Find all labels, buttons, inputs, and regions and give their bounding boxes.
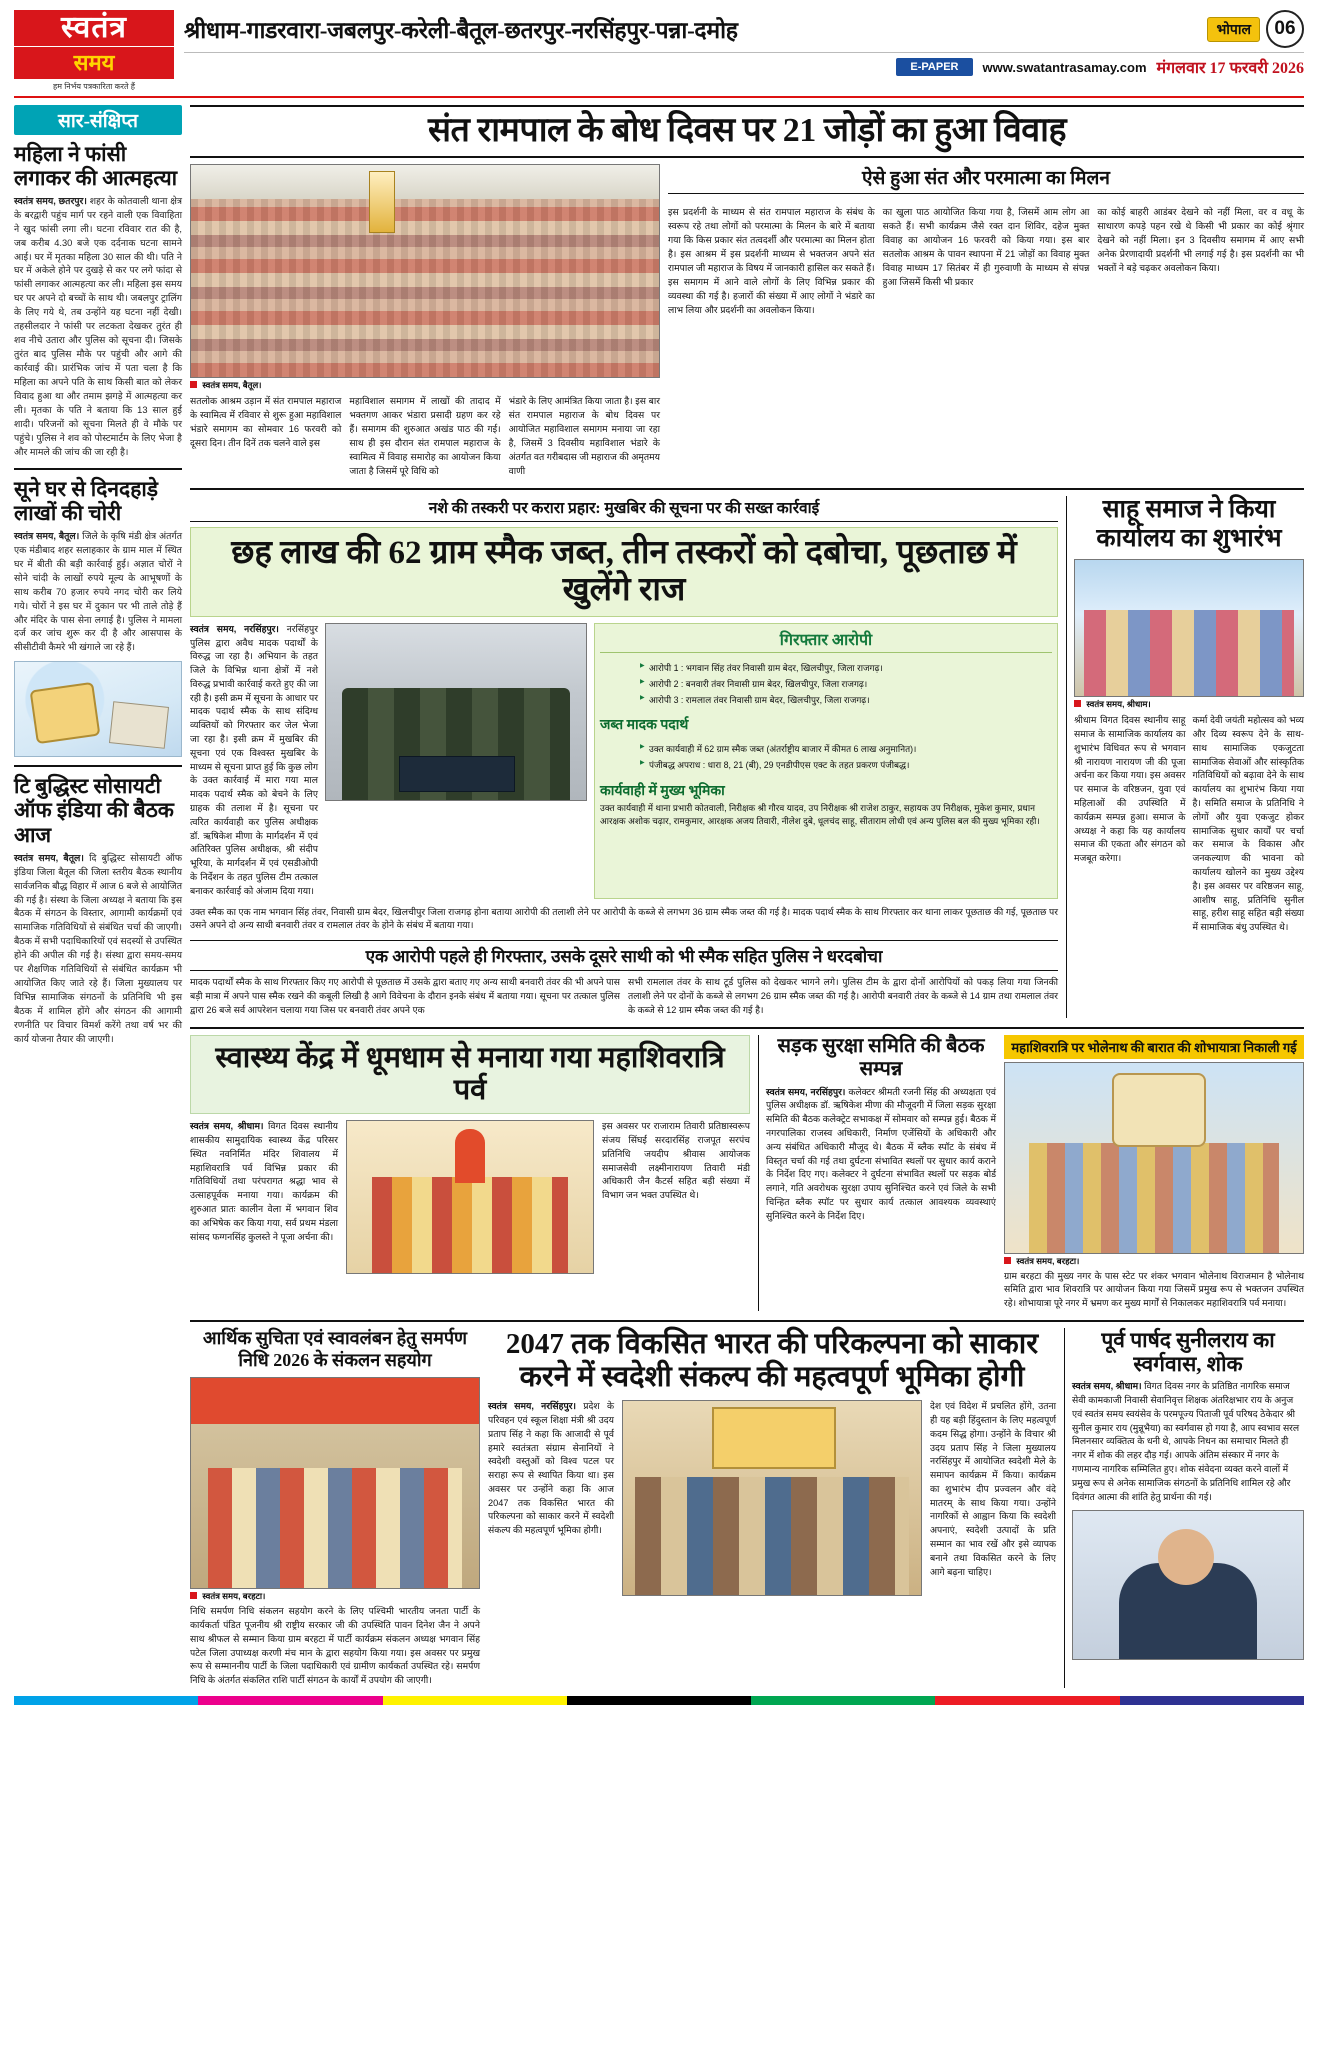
- logo-tagline: हम निर्भय पत्रकारिता करते हैं: [52, 81, 136, 91]
- lead-photo-caption: [190, 380, 660, 391]
- viksit-row: [488, 1400, 1056, 1596]
- samarpan-nidhi-story: [190, 1328, 480, 1688]
- sahu-photo-caption: [1074, 699, 1304, 710]
- smack-low-row: [190, 976, 1058, 1017]
- epaper-button[interactable]: E-PAPER: [896, 58, 972, 76]
- band-3: [190, 1027, 1304, 1311]
- viksit-bharat-story: [488, 1328, 1056, 1688]
- samarpan-headline: आर्थिक सुचिता एवं स्वावलंबन हेतु समर्पण निधि 2026 के संकलन सहयोग: [202, 1328, 468, 1370]
- smack-col-1: [190, 623, 318, 899]
- print-color-bar: [14, 1696, 1304, 1705]
- smack-photo-image: [326, 624, 586, 800]
- viksit-col-2: देश एवं विदेश में प्रचलित होंगे, उतना ही यह बड़ी हिंदुस्तान के लिए महत्वपूर्ण कदम सिद्ध होगा। उन्होंने के विचार श्री उदय प्रताप सिंह ने जिला मुख्यालय नरसिंहपुर में आयोजित स्वदेशी मेले के समापन कार्यक्रम में किया। कार्यक्रम का शुभारंभ दीप प्रज्वलन और वंदे मातरम् के साथ किया गया। उन्होंने नागरिकों से आह्वान किया कि स्वदेशी अपनाएं, स्वदेशी उत्पादों के प्रति सम्मान का भाव रखें और इसे व्यापक बनाने तथा विकसित करने के लिए आगे बढ़ना चाहिए।: [930, 1401, 1056, 1577]
- shivratri-row: [190, 1120, 750, 1274]
- obituary-body: [1072, 1380, 1304, 1504]
- baraat-strip-headline: महाशिवरात्रि पर भोलेनाथ की बारात की शोभायात्रा निकाली गई: [1004, 1035, 1304, 1059]
- masthead: [14, 10, 1304, 98]
- sidebar-dateline-3: स्वतंत्र समय, बैतूल।: [14, 852, 84, 863]
- color-swatch-black: [567, 1696, 751, 1705]
- band-4: [190, 1320, 1304, 1688]
- seizure-list-item: ▶ उक्त कार्यवाही में 62 ग्राम स्मैक जब्त (अंतर्राष्ट्रीय बाजार में कीमत 6 लाख अनुमानित)।: [640, 743, 1052, 756]
- smack-sub-headline: एक आरोपी पहले ही गिरफ्तार, उसके दूसरे साथी को भी स्मैक सहित पुलिस ने धरदबोचा: [190, 940, 1058, 971]
- bullet-square-icon: [190, 381, 197, 388]
- obituary-text: विगत दिवस नगर के प्रतिष्ठित नागरिक समाज सेवी कामकाजी निवासी सेवानिवृत्त शिक्षक अंतरिक्षभार राय के अनुज एवं स्वतंत्र समय स्वयंसेव के परमपूज्य पिताजी पूर्व परिषद ठेकेदार श्री सुनील कुमार राय (मुन्नूभैया) का स्वर्गवास हो गया है, आप स्वभाव सरल मिलनसार व्यक्तित्व के धनी थे, आपके निधन का समाचार मिलते ही नगर में शोक की लहर दौड़ गई। आपके अंतिम संस्कार में नगर के गणमान्य नागरिक सम्मिलित हुए। शोक संवेदना व्यक्त करने वालों में प्रमुख रूप से अनेक सामाजिक संगठनों के प्रतिनिधि शामिल रहे और दिवंगत आत्मा की शांति हेतु प्रार्थना की गई।: [1072, 1381, 1300, 1502]
- sahu-col-2: कर्मा देवी जयंती महोत्सव को भव्य और दिव्य स्वरूप देने के साथ-साथ सामाजिक एकजुटता सामाजिक सेवाओं और सांस्कृतिक गतिविधियों को बढ़ावा देने के साथ कार्यालय का शुभारंभ किया गया है। समिति समाज के प्रतिनिधि ने लोगों और युवा एकजुट होकर सामाजिक सुधार कार्यों पर चर्चा कर समाज के विकास और जनकल्याण की भावना को कार्यालय खोलने का मुख्य उद्देश्य है। इस अवसर पर वरिष्ठजन साहू, आशीष साहू, प्रतिनिधि सुनील साहू, हरीश साहू सहित बड़ी संख्या में सामाजिक बंधु उपस्थित थे।: [1192, 715, 1304, 933]
- role-heading: कार्यवाही में मुख्य भूमिका: [600, 783, 725, 799]
- sahu-caption-text: स्वतंत्र समय, श्रीधाम।: [1086, 699, 1151, 710]
- lead-photo-image: [191, 165, 659, 377]
- page-columns: [14, 105, 1304, 1688]
- sidebar-headline-3: टि बुद्धिस्ट सोसायटी ऑफ इंडिया की बैठक आज: [14, 774, 174, 847]
- smack-photo: [325, 623, 587, 801]
- color-swatch-green: [751, 1696, 935, 1705]
- obituary-story: [1064, 1328, 1304, 1688]
- sidebar-section-title: सार-संक्षिप्त: [14, 105, 182, 135]
- lead-col-1: सतलोक आश्रम उड़ान में संत रामपाल महाराज के स्वामित्व में रविवार से शुरू हुआ महाविशाल भंडारे समागम का सोमवार 16 फरवरी को दूसरा दिन। तीन दिनें तक चलने वाले इस: [190, 395, 342, 448]
- smack-dateline: स्वतंत्र समय, नरसिंहपुर।: [190, 623, 279, 634]
- obituary-dateline: स्वतंत्र समय, श्रीधाम।: [1072, 1381, 1142, 1392]
- seizure-heading: जब्त मादक पदार्थ: [600, 718, 689, 734]
- sidebar-divider-2: [14, 765, 182, 767]
- seizure-list-item: ▶ पंजीबद्ध अपराध : धारा 8, 21 (बी), 29 एनडीपीएस एक्ट के तहत प्रकरण पंजीबद्ध।: [640, 759, 1052, 772]
- edition-block: [1207, 10, 1304, 48]
- viksit-col-1: [488, 1400, 614, 1596]
- viksit-dateline: स्वतंत्र समय, नरसिंहपुर।: [488, 1401, 576, 1412]
- lead-side-text: [668, 164, 1304, 479]
- lead-col-2: महाविशाल समागम में लाखों की तादाद में भक्तगण आकर भंडारा प्रसादी ग्रहण कर रहे हैं। समागम की शुरुआत अखंड पाठ की गई। साथ ही इस दौरान संत रामपाल महाराज के स्वामित्व में विवाह समारोह का आयोजन किया जाता है जिसमें पूरे विधि को: [349, 395, 501, 476]
- samarpan-photo-caption: [190, 1591, 480, 1602]
- issue-date: मंगलवार 17 फरवरी 2026: [1156, 60, 1304, 77]
- road-safety-body: [766, 1086, 996, 1224]
- website-link[interactable]: www.swatantrasamay.com: [982, 59, 1147, 75]
- shivratri-headline: स्वास्थ्य केंद्र में धूमधाम से मनाया गया महाशिवरात्रि पर्व: [190, 1035, 750, 1115]
- sidebar-dateline-2: स्वतंत्र समय, बैतूल।: [14, 530, 80, 541]
- sahu-text-row: [1074, 714, 1304, 935]
- color-swatch-cyan: [14, 1696, 198, 1705]
- seizure-list: [600, 743, 1052, 772]
- lead-photo-block: [190, 164, 660, 479]
- baraat-story: [1004, 1035, 1304, 1311]
- viksit-headline: 2047 तक विकसित भारत की परिकल्पना को साकार करने में स्वदेशी संकल्प की महत्वपूर्ण भूमिका होगी: [505, 1328, 1039, 1394]
- smack-headline: छह लाख की 62 ग्राम स्मैक जब्त, तीन तस्करों को दबोचा, पूछताछ में खुलेंगे राज: [190, 527, 1058, 617]
- sahu-headline: साहू समाज ने किया कार्यालय का शुभारंभ: [1096, 495, 1282, 552]
- sidebar-dateline-1: स्वतंत्र समय, छतरपुर।: [14, 195, 87, 206]
- arrest-list-item: ▶ आरोपी 3 : रामलाल तंवर निवासी ग्राम बेदर, खिलचीपुर, जिला राजगढ़।: [640, 694, 1052, 707]
- band-2: [190, 488, 1304, 1018]
- lead-right-col-3: का कोई बाहरी आडंबर देखने को नहीं मिला, वर व वधू के साधारण कपड़े पहन रखे थे किसी भी प्रकार का कोई श्रृंगार देखने को नहीं मिला। इन 3 दिवसीय समागम में आए सभी अनेक प्रेरणादायी प्रदर्शनी भी लगाई गई है। इस प्रदर्शनी का भी भक्तों ने बड़े चढ़कर अवलोकन किया।: [1097, 206, 1305, 273]
- sidebar-divider-1: [14, 468, 182, 470]
- samarpan-photo: [190, 1377, 480, 1589]
- shivratri-photo: [346, 1120, 594, 1274]
- masthead-top-row: [184, 10, 1304, 48]
- road-safety-text: कलेक्टर श्रीमती रजनी सिंह की अध्यक्षता एवं पुलिस अधीक्षक डॉ. ऋषिकेश मीणा की मौजूदगी में जिला सड़क सुरक्षा समिति की बैठक कलेक्ट्रेट सभाकक्ष में सोमवार को सम्पन्न हुई। बैठक में नगरपालिका राजस्व अधिकारी, निर्माण एजेंसियों के अधिकारी और अन्य संबंधित अधिकारी मौजूद थे। बैठक में ब्लैक स्पॉट के संबंध में विस्तृत चर्चा की गई तथा दुर्घटना संभावित स्थलों पर सुधार कार्य कराने के निर्देश दिए गए। कलेक्टर ने दुर्घटना संभावित स्थलों पर सड़क बोर्ड लगाने, गति अवरोधक सुरक्षा उपाय सुनिश्चित करने एवं जिले के सभी चिन्हित ब्लैक स्पॉट पर सुधार कार्य तत्काल आवश्यक व्यवस्थाएं सुनिश्चित करने के निर्देश दिए।: [766, 1086, 996, 1221]
- sidebar-text-3: दि बुद्धिस्ट सोसायटी ऑफ इंडिया जिला बैतूल की जिला स्तरीय बैठक स्थानीय सार्वजनिक बौद्ध विहार में आज 6 बजे से आयोजित की गई है। संस्था के जिला अध्यक्ष ने बताया कि इस बैठक में संगठन के विस्तार, आगामी कार्यक्रमों एवं सामाजिक गतिविधियों से संबंधित चर्चा की जाएगी। बैठक में सभी पदाधिकारियों एवं सदस्यों से उपस्थित होने की अपील की गई है। संस्था द्वारा समय-समय पर शैक्षणिक गतिविधियों से संबंधित कार्यक्रम भी आयोजित किए जाते रहे हैं। जिला मुख्यालय पर विभिन्न सामाजिक संगठनों के प्रतिनिधि भी इस बैठक में शामिल होंगे और संगठन की आगामी रणनीति पर विचार विमर्श करेंगे तथा वर्ष भर की कार्य योजना तैयार की जाएगी।: [14, 852, 183, 1044]
- road-safety-headline: सड़क सुरक्षा समिति की बैठक सम्पन्न: [777, 1034, 985, 1080]
- newspaper-logo: [14, 10, 174, 92]
- samarpan-caption-text: स्वतंत्र समय, बरहटा।: [202, 1591, 266, 1602]
- color-swatch-magenta: [198, 1696, 382, 1705]
- arrest-list-item: ▶ आरोपी 1 : भगवान सिंह तंवर निवासी ग्राम बेदर, खिलचीपुर, जिला राजगढ़।: [640, 662, 1052, 675]
- edition-name: भोपाल: [1207, 17, 1260, 42]
- smack-col-1-text: नरसिंहपुर पुलिस द्वारा अवैध मादक पदार्थों के विरुद्ध जा रहा है। अभियान के तहत जिले के विभिन्न थाना क्षेत्रों में नशे विरुद्ध प्रभावी कार्रवाई करते हुए की जा रही है। इसी क्रम में सूचना के आधार पर मादक पदार्थ स्मैक के साथ संदिग्ध व्यक्तियों को गिरफ्तार कर जेल भेजा जा रहा है। इसी क्रम में मुखबिर की सूचना एवं एक विश्वस्त मुखबिर के माध्यम से सूचना प्राप्त हुई कि कुछ लोग के उक्त कार्रवाई में मारा गया माल मादक पदार्थ स्मैक को बेचने के लिए ग्राहक की तलाश में है। सूचना पर त्वरित कार्यवाही कर पुलिस अधीक्षक डॉ. ऋषिकेश मीणा के मार्गदर्शन में एवं अतिरिक्त पुलिस अधीक्षक, श्री संदीप भूरिया, के मार्गदर्शन में एवं एसडीओपी के निर्देशन के तहत पुलिस टीम तत्काल बनाकर कार्रवाई को अंजाम दिया गया।: [190, 623, 318, 896]
- color-swatch-blue: [1120, 1696, 1304, 1705]
- smack-row: [190, 623, 1058, 899]
- bullet-square-icon: [190, 1592, 197, 1599]
- arrest-info-box: [594, 623, 1058, 899]
- smack-mid-row: [190, 906, 1058, 934]
- smack-kicker: नशे की तस्करी पर करारा प्रहार: मुखबिर की सूचना पर की सख्त कार्रवाई: [190, 496, 1058, 522]
- shivratri-story: [190, 1035, 750, 1311]
- color-swatch-red: [935, 1696, 1119, 1705]
- obituary-headline: पूर्व पार्षद सुनीलराय का स्वर्गवास, शोक: [1101, 1328, 1275, 1377]
- shivratri-photo-image: [347, 1121, 593, 1273]
- sidebar-body-3: [14, 852, 182, 1047]
- sahu-photo: [1074, 559, 1304, 697]
- obituary-photo: [1072, 1510, 1304, 1660]
- viksit-col-1-text: प्रदेश के परिवहन एवं स्कूल शिक्षा मंत्री श्री उदय प्रताप सिंह ने कहा कि आजादी से पूर्व हमारे स्वतंत्रता संग्राम सेनानियों ने स्वदेशी वस्तुओं को विश्व पटल पर सराहा रूप से स्थापित किया था। इस अवसर पर उन्होंने कहा कि आज 2047 तक विकसित भारत की परिकल्पना को साकार करने में स्वदेशी संकल्प की महत्वपूर्ण भूमिका होगी।: [488, 1401, 614, 1536]
- road-safety-story: [758, 1035, 996, 1311]
- baraat-photo: [1004, 1062, 1304, 1254]
- shivratri-col-1-text: विगत दिवस स्थानीय शासकीय सामुदायिक स्वास्थ्य केंद्र परिसर स्थित नवनिर्मित मंदिर शिवालय में महाशिवरात्रि पर्व विभिन्न प्रकार की गतिविधियों तथा परंपरागत श्रद्धा भाव से उत्साहपूर्वक मनाया गया। कार्यक्रम की शुरुआत प्रातः कालीन वेला में भगवान शिव का अभिषेक कर किया गया, सर्व प्रथम मंडला सांसद फग्गनसिंह कुलस्ते ने पूजा अर्चना की।: [190, 1121, 339, 1242]
- lead-sub-headline: ऐसे हुआ संत और परमात्मा का मिलन: [668, 164, 1304, 194]
- sidebar-illustration: [14, 661, 182, 757]
- page-number: 06: [1266, 10, 1304, 48]
- lead-col-3: भंडारे के लिए आमंत्रित किया जाता है। इस बार संत रामपाल महाराज के बोध दिवस पर आयोजित महाविशाल समागम मनाया जा रहा है, जिसमें 3 दिवसीय महाविशाल भंडारे के अंतर्गत वत गरीबदास जी महाराज की अमृतमय वाणी: [508, 395, 660, 476]
- lead-caption-text: स्वतंत्र समय, बैतूल।: [202, 379, 262, 390]
- arrest-box-title: गिरफ्तार आरोपी: [600, 628, 1052, 653]
- lead-headline: संत रामपाल के बोध दिवस पर 21 जोड़ों का हुआ विवाह: [190, 105, 1304, 158]
- baraat-caption-text: स्वतंत्र समय, बरहटा।: [1016, 1255, 1080, 1266]
- baraat-photo-image: [1005, 1063, 1303, 1253]
- shivratri-col-2: इस अवसर पर राजाराम तिवारी प्रतिष्ठास्वरूप संजय सिंघई सरदारसिंह राजपूत सरपंच प्रतिनिधि जयदीप श्रीवास आयोजक समाजसेवी लक्ष्मीनारायण तिवारी मंडी अधिकारी जैन कैटर्स सहित बड़ी संख्या में विभाग जन भक्त उपस्थित थे।: [602, 1121, 750, 1201]
- sidebar-text-1: शहर के कोतवाली थाना क्षेत्र के बरद्वारी पहुंच मार्ग पर रहने वाली एक विवाहिता ने खुद फांसी लगा ली। घटना रविवार रात की है, जब करीब 4.30 बजे एक दर्दनाक घटना सामने आई। घर में मृतका महिला 30 साल की थी। पति ने घर में अकेले होने पर दुखड़े से कर पर लगे फांदा से फांसी लगाकर आत्महत्या कर ली। महिला इस समय घर पर अपने दो बच्चों के साथ थी। जबलपुर ट्रालिंग के लिए गये थे, तब उन्होंने यह घटना नहीं देखी। तहसीलदार ने फांसी पर लटकता देखकर तुरंत ही शव नीचे उतारा और पुलिस को सूचना दी। जिसके तुरंत बाद पुलिस मौके पर पहुंची और आगे की कार्रवाई की। प्रारंभिक जांच में पता चला है कि महिला का अपने पति के साथ किसी बात को लेकर विवाद हुआ था और तमाम झगड़े में आत्महत्या कर ली। मृतका के पति ने बताया कि 13 साल हुई शादी। परिजनों को सूचना मिलते ही वे मौके पर पहुंचे। पुलिस ने शव को पोस्टमार्टम के लिए भेजा है और मामले की जांच की जा रही है।: [14, 195, 182, 457]
- lead-right-col-2: का खुला पाठ आयोजित किया गया है, जिसमें आम लोग आ सकते हैं। सभी कार्यक्रम जैसे रक्त दान शिविर, दहेज मुक्त विवाह का आयोजन 16 फरवरी को किया गया। इस बार सतलोक आश्रम के पावन स्थापना में 21 जोड़ों का विवाह मुक्त विवाह माध्यम 17 सितंबर में ही गुरुवाणी के माध्यम से संपन्न हुआ जिसमें किसी भी प्रकार: [882, 206, 1090, 287]
- masthead-bottom-row: [184, 52, 1304, 78]
- logo-main-text: स्वतंत्र: [14, 10, 174, 46]
- main-content: [190, 105, 1304, 1688]
- edition-towns: श्रीधाम-गाडरवारा-जबलपुर-करेली-बैतूल-छतरपुर-नरसिंहपुर-पन्ना-दमोह: [184, 18, 738, 43]
- smack-low-col-2: सभी रामलाल तंवर के साथ टूर्ड पुलिस को देखकर भागने लगे। पुलिस टीम के द्वारा दोनों आरोपियों को पकड़ लिया गया जिनकी तलाशी लेने पर दोनों के कब्जे से लगभग 26 ग्राम स्मैक जब्त की गई है। आरोपी बनवारी तंवर के कब्जे से 14 ग्राम तथा रामलाल तंवर के कब्जे से 12 ग्राम स्मैक जब्त की गई है।: [628, 977, 1058, 1015]
- lead-right-col-1: इस प्रदर्शनी के माध्यम से संत रामपाल महाराज के संबंध के स्वरूप रहे तथा लोगों को परमात्मा के मिलन के बारे में बताया गया कि किस प्रकार संत तत्वदर्शी और परमात्मा का मिलन होता है। इस आश्रम में इस प्रदर्शनी माध्यम से भक्तजन अपने संत रामपाल जी महाराज के विषय में जानकारी हासिल कर सकते हैं। इस समागम में आने वाले लोगों के लिए विभिन्न प्रकार की व्यवस्था की गई है। हजारों की संख्या में आए लोगों ने भंडारे का लाभ लिया और प्रदर्शनी का अवलोकन किया।: [668, 206, 875, 315]
- smack-low-col-1: मादक पदार्थों स्मैक के साथ गिरफ्तार किए गए आरोपी से पूछताछ में उसके द्वारा बताए गए अन्य साथी बनवारी तंवर की भी अपने पास बड़ी मात्रा में अपने पास स्मैक रखने की कबूली लिखी है आगे विवेचना के दौरान इनके संबंध में बताया गया। सूचना पर तत्काल पुलिस द्वारा 26 बजे सर्व आपरेशन चलाया गया जिस पर बनवारी तंवर अपने एक: [190, 977, 620, 1015]
- arrest-list: [600, 662, 1052, 707]
- shivratri-col-1: [190, 1120, 338, 1274]
- sidebar-item-1: [14, 142, 182, 460]
- sidebar-headline-1: महिला ने फांसी लगाकर की आत्महत्या: [14, 141, 178, 190]
- sidebar-item-3: [14, 774, 182, 1047]
- lead-row: [190, 164, 1304, 479]
- shivratri-photo-block: [346, 1120, 594, 1274]
- sidebar-headline-2: सूने घर से दिनदहाड़े लाखों की चोरी: [14, 476, 159, 525]
- baraat-photo-caption: [1004, 1256, 1304, 1267]
- sidebar-body-1: [14, 195, 182, 460]
- sidebar: [14, 105, 182, 1688]
- masthead-right: [184, 10, 1304, 78]
- viksit-photo: [622, 1400, 922, 1596]
- shivratri-dateline: स्वतंत्र समय, श्रीधाम।: [190, 1121, 264, 1132]
- smack-story: [190, 496, 1058, 1018]
- logo-sub-text: समय: [14, 46, 174, 79]
- sidebar-body-2: [14, 530, 182, 655]
- arrest-list-item: ▶ आरोपी 2 : बनवारी तंवर निवासी ग्राम बेदर, खिलचीपुर, जिला राजगढ़।: [640, 678, 1052, 691]
- bullet-square-icon: [1004, 1257, 1011, 1264]
- lead-photo: [190, 164, 660, 378]
- sahu-samaj-story: [1066, 496, 1304, 1018]
- color-swatch-yellow: [383, 1696, 567, 1705]
- smack-photo-block: [325, 623, 587, 899]
- samarpan-body: निधि समर्पण निधि संकलन सहयोग करने के लिए पश्चिमी भारतीय जनता पार्टी के कार्यकर्ता पंडित पूजनीय श्री राष्ट्रीय सरकार जी की उपस्थिति पावन दिनेश जैन ने अपने साथ श्रीफल से सम्मान किया ग्राम बरहटा में पार्टी कार्यक्रम संकलन अध्यक्ष भगवान सिंह पटेल जिला उपाध्यक्ष करणी मंच मान के द्वारा सहयोग किया गया। इस अवसर पर प्रमुख रूप से सम्माननीय पार्टी के जिला पदाधिकारी एवं ग्रामीण कार्यकर्ता उपस्थित रहे। समर्पण निधि के अंतर्गत संकलित राशि पार्टी संगठन के कार्यों में उपयोग की जाएगी।: [190, 1606, 480, 1686]
- sidebar-item-2: [14, 477, 182, 758]
- sidebar-text-2: जिले के कृषि मंडी क्षेत्र अंतर्गत एक मंडीबाद शहर सलाहकार के ग्राम माल में स्थित घर में बीती की बड़ी कार्रवाई हुई। अज्ञात चोरों ने सोने चांदी के लाखों रुपये मूल्य के आभूषणों के साथ करीब 70 हजार रुपये नगद चोरी कर लिये गये। चोरों ने इस घर में दुकान पर भी ताले तोड़े हैं और मंदिर के पास सेना लगाई है। पुलिस ने मामला दर्ज कर जांच शुरू कर दी है और आसपास के सीसीटीवी कैमरे भी खंगाले जा रहे हैं।: [14, 530, 182, 653]
- smack-mid-text: उक्त स्मैक का एक नाम भगवान सिंह तंवर, निवासी ग्राम बेदर, खिलचीपुर जिला राजगढ़ होना बताया आरोपी की तलाशी लेने पर आरोपी के कब्जे से लगभग 36 ग्राम स्मैक जब्त की गई है। मादक पदार्थ स्मैक के साथ गिरफ्तार कर थाना लाकर पूछताछ की गई, पूछताछ पर उसने अपने दो अन्य साथी बनवारी तंवर व रामलाल तंवर के होने के संबंध में बताया गया।: [190, 906, 1058, 931]
- sahu-col-1: श्रीधाम विगत दिवस स्थानीय साहू समाज के सामाजिक कार्यालय का शुभारंभ विधिवत रूप से भगवान श्री नारायण नारायण जी की पूजा अर्चना कर किया गया। इस अवसर पर समाज के वरिष्ठजन, युवा एवं महिलाओं की उपस्थिति में कार्यक्रम सम्पन्न हुआ। समाज के अध्यक्ष ने कहा कि यह कार्यालय समाज की एकता और संगठन को मजबूत करेगा।: [1074, 715, 1186, 864]
- road-safety-dateline: स्वतंत्र समय, नरसिंहपुर।: [766, 1086, 846, 1097]
- lead-story: [190, 105, 1304, 479]
- baraat-body: ग्राम बरहटा की मुख्य नगर के पास स्टेट पर शंकर भगवान भोलेनाथ विराजमान है भोलेनाथ समिति द्वारा भाव शिवरात्रि पर आयोजन किया गया जिसमें प्रमुख रूप से भक्तजन उपस्थित रहे। शोभायात्रा पूरे नगर में भ्रमण कर मुख्य मार्गों से निकालकर महाशिवरात्रि पर्व मनाया।: [1004, 1270, 1304, 1309]
- bullet-square-icon: [1074, 700, 1081, 707]
- role-text: उक्त कार्यवाही में थाना प्रभारी कोतवाली, निरीक्षक श्री गौरव यादव, उप निरीक्षक श्री राजेश ठाकुर, सहायक उप निरीक्षक, मुकेश कुमार, प्रधान आरक्षक अशोक चढ़ार, रामकुमार, आरक्षक अजय तिवारी, नीलेश दुबे, धूलचंद साहू, सीताराम लोधी एवं अन्य पुलिस बल की मुख्य भूमिका रही।: [600, 802, 1040, 826]
